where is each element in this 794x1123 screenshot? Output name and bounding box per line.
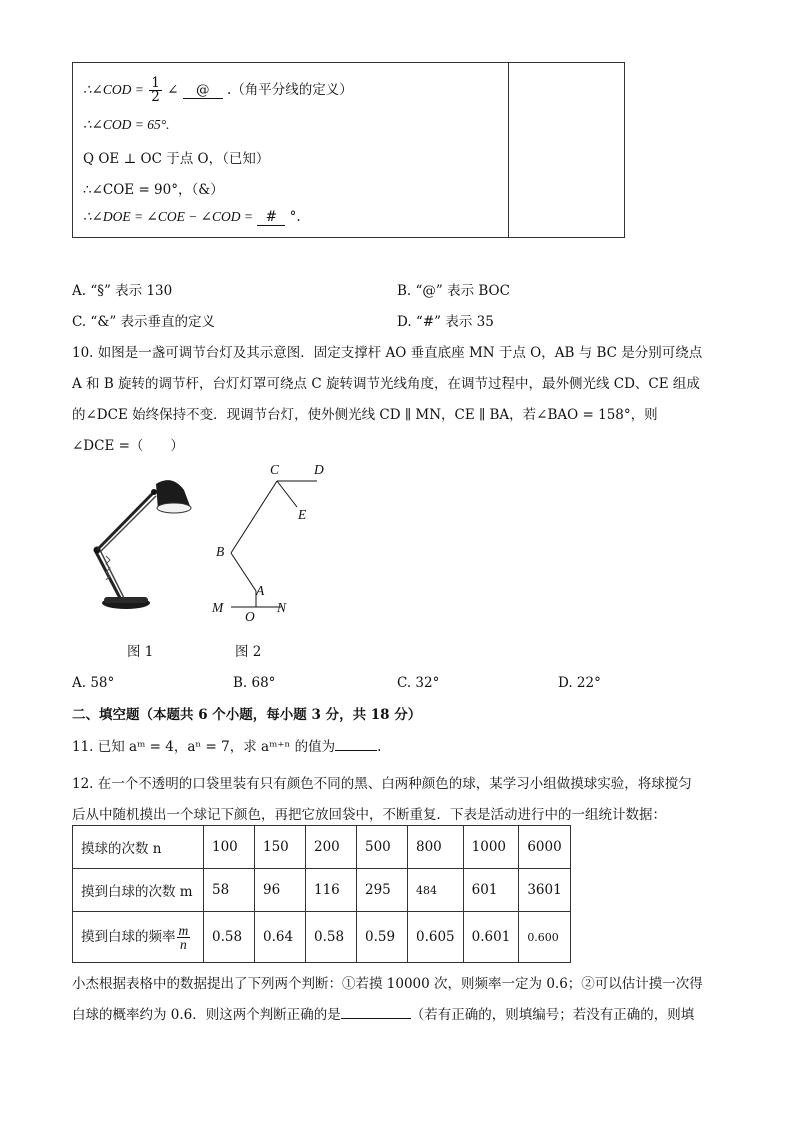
proof-line-5-prefix: ∴∠DOE = ∠COE − ∠COD = [83,209,253,224]
table-cell: 0.600 [519,912,570,963]
q12-line-1: 12. 在一个不透明的口袋里装有只有颜色不同的黑、白两种颜色的球，某学习小组做摸球实验，将球搅匀 [72,776,692,792]
q10-option-b: B. 68° [233,675,276,691]
table-cell: 0.58 [204,912,255,963]
point-label-o: O [245,609,255,624]
point-label-c: C [270,462,280,477]
table-cell: 800 [408,826,464,869]
q9-option-a: A. “§” 表示 130 [72,283,173,299]
point-label-m: M [212,600,224,615]
table-cell: 0.605 [408,912,464,963]
proof-line-4: ∴∠COE = 90°，（&） [83,182,224,198]
q9-option-b: B. “@” 表示 BOC [397,283,510,299]
q12-answer-blank [341,1018,411,1019]
q10-line-1: 10. 如图是一盏可调节台灯及其示意图．固定支撑杆 AO 垂直底座 MN 于点 O，AB 与 BC 是分别可绕点 [72,345,703,361]
proof-line-1-prefix: ∴∠COD = [83,82,144,97]
table-cell: 200 [306,826,357,869]
q11-end: . [377,739,382,755]
proof-line-5-suffix: °. [289,209,301,225]
fraction-numerator: m [178,922,189,938]
figure-1-caption: 图 1 [127,644,154,660]
fraction-denominator: 2 [151,89,160,105]
q12-line-4-start: 白球的概率约为 0.6．则这两个判断正确的是 [72,1007,341,1023]
proof-line-3: Q OE ⊥ OC 于点 O，（已知） [83,151,270,167]
q11-question [72,735,381,755]
point-label-n: N [277,600,287,615]
row-label-frequency-text: 摸到白球的频率 [81,928,176,945]
q10-option-a: A. 58° [72,675,115,691]
q10-line-4: ∠DCE =（ ） [72,438,184,454]
q10-line-3: 的∠DCE 始终保持不变．现调节台灯，使外侧光线 CD ∥ MN，CE ∥ BA，若∠BAO = 158°，则 [72,407,658,423]
figure-2-caption: 图 2 [235,644,262,660]
q10-line-2: A 和 B 旋转的调节杆，台灯灯罩可绕点 C 旋转调节光线角度，在调节过程中，最外侧光线 CD、CE 组成 [72,376,700,392]
point-label-e: E [298,507,307,522]
row-label-n: 摸球的次数 n [73,826,204,869]
q12-line-4 [72,1003,694,1023]
proof-line-1-reason: .（角平分线的定义） [226,82,353,98]
table-cell: 0.58 [306,912,357,963]
q9-option-d: D. “#” 表示 35 [397,314,494,330]
blank-at: @ [183,82,223,99]
q11-text: 11. 已知 aᵐ = 4，aⁿ = 7，求 aᵐ⁺ⁿ 的值为 [72,739,336,755]
q12-line-3: 小杰根据表格中的数据提出了下列两个判断：①若摸 10000 次，则频率一定为 0.6；②可以估计摸一次得 [72,976,703,992]
table-cell: 6000 [519,826,570,869]
proof-line-5 [83,209,301,226]
blank-hash: # [257,209,285,226]
point-label-a: A [256,583,265,598]
row-label-frequency [73,912,204,963]
section-2-heading: 二、填空题（本题共 6 个小题，每小题 3 分，共 18 分） [72,707,422,723]
proof-table [72,62,625,238]
table-cell: 3601 [519,869,570,912]
lamp-schematic-diagram [205,460,335,630]
table-cell: 96 [255,869,306,912]
row-label-m: 摸到白球的次数 m [73,869,204,912]
table-cell: 1000 [463,826,519,869]
angle-symbol: ∠ [167,82,179,97]
q10-option-d: D. 22° [558,675,601,691]
table-cell: 0.64 [255,912,306,963]
proof-line-1 [83,77,353,104]
table-cell: 116 [306,869,357,912]
frequency-table [72,825,571,963]
table-cell: 100 [204,826,255,869]
point-label-d: D [314,462,324,477]
fraction-one-half [149,77,162,104]
table-row [73,826,571,869]
q10-option-c: C. 32° [397,675,440,691]
point-label-b: B [216,544,225,559]
fraction-m-over-n [177,924,191,951]
table-cell: 601 [463,869,519,912]
table-cell: 295 [357,869,408,912]
desk-lamp-photo [76,470,196,615]
table-row [73,912,571,963]
q12-line-2: 后从中随机摸出一个球记下颜色，再把它放回袋中，不断重复．下表是活动进行中的一组统计数据： [72,807,666,823]
table-cell: 0.601 [463,912,519,963]
table-divider [508,63,509,237]
table-cell: 484 [408,869,464,912]
table-cell: 150 [255,826,306,869]
proof-line-2: ∴∠COD = 65°. [83,117,170,132]
table-cell: 58 [204,869,255,912]
table-cell: 500 [357,826,408,869]
table-row [73,869,571,912]
fraction-numerator: 1 [151,75,160,91]
q9-option-c: C. “&” 表示垂直的定义 [72,314,216,330]
table-cell: 0.59 [357,912,408,963]
fraction-denominator: n [180,936,187,952]
q11-answer-blank [335,750,377,751]
q12-line-4-end: （若有正确的，则填编号；若没有正确的，则填 [410,1007,695,1023]
